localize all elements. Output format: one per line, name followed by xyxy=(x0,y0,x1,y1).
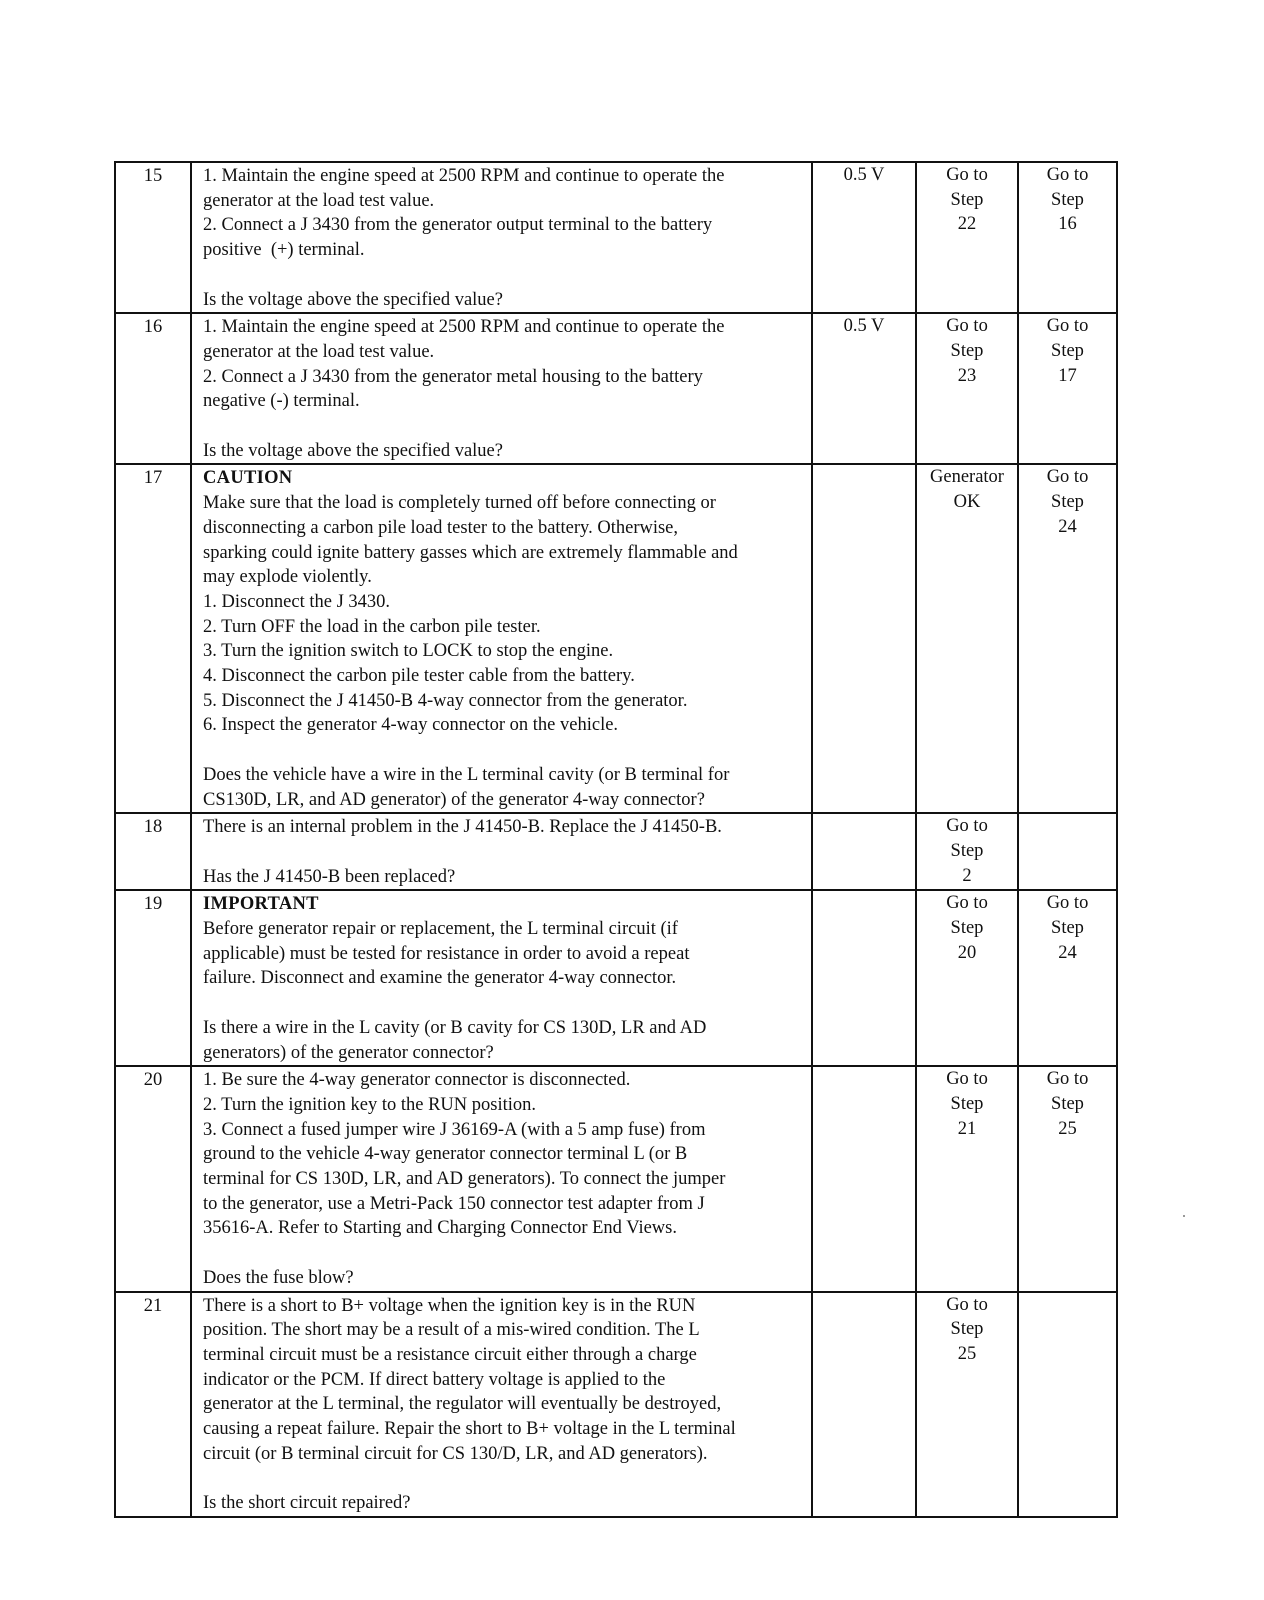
action-line: may explode violently. xyxy=(203,567,372,588)
action-line: Make sure that the load is completely turned off before connecting or xyxy=(203,493,716,514)
yes-action xyxy=(916,890,1018,1066)
action-line: 2. Connect a J 3430 from the generator metal housing to the battery xyxy=(203,366,703,387)
blank-line xyxy=(203,1466,807,1491)
specified-value xyxy=(812,1066,916,1291)
yes-action-line: Generator xyxy=(930,467,1004,488)
specified-value: 0.5 V xyxy=(812,162,916,313)
yes-action xyxy=(916,162,1018,313)
blank-line xyxy=(203,991,807,1016)
no-action xyxy=(1018,813,1117,890)
yes-action xyxy=(916,1066,1018,1291)
action-line: terminal for CS 130D, LR, and AD generators). To connect the jumper xyxy=(203,1169,726,1190)
action-line: to the generator, use a Metri-Pack 150 connector test adapter from J xyxy=(203,1193,705,1214)
action-line: 3. Connect a fused jumper wire J 36169-A (with a 5 amp fuse) from xyxy=(203,1119,706,1140)
action-line: 2. Turn OFF the load in the carbon pile tester. xyxy=(203,616,541,637)
blank-line xyxy=(203,840,807,865)
step-number: 20 xyxy=(115,1066,191,1291)
yes-action-line: Go to xyxy=(946,1069,988,1090)
diagnostic-table xyxy=(114,161,1118,1518)
yes-action-line: 25 xyxy=(957,1343,977,1364)
yes-action-line: Step xyxy=(950,1093,984,1114)
action-line: 2. Connect a J 3430 from the generator output terminal to the battery xyxy=(203,215,713,236)
action-line: Before generator repair or replacement, the L terminal circuit (if xyxy=(203,919,678,940)
action-line: negative (-) terminal. xyxy=(203,391,360,412)
action-line: Is the voltage above the specified value? xyxy=(203,440,503,461)
no-action-line: Go to xyxy=(1046,893,1089,914)
yes-action-line: Step xyxy=(950,340,984,361)
action-line: failure. Disconnect and examine the generator 4-way connector. xyxy=(203,968,677,989)
yes-action-line: 20 xyxy=(957,942,977,963)
yes-action xyxy=(916,813,1018,890)
no-action-line: Step xyxy=(1051,340,1084,361)
step-number: 18 xyxy=(115,813,191,890)
action-line: 1. Disconnect the J 3430. xyxy=(203,591,391,612)
no-action-line: Step xyxy=(1051,918,1084,939)
step-action xyxy=(191,464,812,813)
step-action xyxy=(191,313,812,464)
no-action-line: Step xyxy=(1051,189,1084,210)
action-line: 1. Maintain the engine speed at 2500 RPM and continue to operate the xyxy=(203,166,725,186)
step-action xyxy=(191,162,812,313)
yes-action xyxy=(916,1292,1018,1517)
step-heading: CAUTION xyxy=(203,468,293,489)
no-action-line: Go to xyxy=(1046,467,1089,488)
action-line: causing a repeat failure. Repair the short to B+ voltage in the L terminal xyxy=(203,1419,736,1440)
blank-line xyxy=(203,738,807,763)
action-line: applicable) must be tested for resistance in order to avoid a repeat xyxy=(203,943,690,964)
action-line: disconnecting a carbon pile load tester to the battery. Otherwise, xyxy=(203,517,679,538)
no-action-line: 16 xyxy=(1058,214,1077,235)
blank-line xyxy=(203,1241,807,1266)
action-line: 6. Inspect the generator 4-way connector on the vehicle. xyxy=(203,715,619,736)
blank-line xyxy=(203,414,807,439)
yes-action xyxy=(916,464,1018,813)
action-line: positive (+) terminal. xyxy=(203,240,365,261)
table-row xyxy=(115,813,1117,890)
action-line: 35616-A. Refer to Starting and Charging Connector End Views. xyxy=(203,1218,677,1239)
action-line: 5. Disconnect the J 41450-B 4-way connector from the generator. xyxy=(203,690,688,711)
action-line: 1. Be sure the 4-way generator connector is disconnected. xyxy=(203,1070,631,1091)
no-action-line: 17 xyxy=(1058,365,1077,386)
table-row xyxy=(115,1066,1117,1291)
diagnostic-table-body xyxy=(115,162,1117,1517)
yes-action-line: Go to xyxy=(946,816,988,837)
table-row xyxy=(115,890,1117,1066)
step-action xyxy=(191,1066,812,1291)
action-line: position. The short may be a result of a mis-wired condition. The L xyxy=(203,1320,700,1341)
step-action xyxy=(191,1292,812,1517)
table-row xyxy=(115,464,1117,813)
yes-action-line: 2 xyxy=(962,865,972,886)
step-number: 15 xyxy=(115,162,191,313)
action-line: There is an internal problem in the J 41450-B. Replace the J 41450-B. xyxy=(203,817,722,838)
step-number: 19 xyxy=(115,890,191,1066)
yes-action-line: Go to xyxy=(946,1294,988,1315)
action-line: circuit (or B terminal circuit for CS 130/D, LR, and AD generators). xyxy=(203,1443,708,1464)
action-line: generators) of the generator connector? xyxy=(203,1042,494,1063)
no-action xyxy=(1018,162,1117,313)
table-row xyxy=(115,1292,1117,1517)
no-action-line: Go to xyxy=(1046,316,1089,337)
no-action-line: Step xyxy=(1051,492,1084,513)
specified-value xyxy=(812,813,916,890)
specified-value xyxy=(812,1292,916,1517)
yes-action-line: Step xyxy=(950,1319,984,1340)
step-number: 17 xyxy=(115,464,191,813)
no-action xyxy=(1018,1292,1117,1517)
blank-line xyxy=(203,263,807,288)
scan-speck xyxy=(1183,1215,1185,1217)
action-line: Is the short circuit repaired? xyxy=(203,1493,411,1514)
action-line: 2. Turn the ignition key to the RUN position. xyxy=(203,1094,537,1115)
action-line: 4. Disconnect the carbon pile tester cable from the battery. xyxy=(203,666,635,687)
yes-action-line: Step xyxy=(950,918,984,939)
no-action xyxy=(1018,313,1117,464)
action-line: ground to the vehicle 4-way generator connector terminal L (or B xyxy=(203,1144,688,1165)
action-line: Does the vehicle have a wire in the L terminal cavity (or B terminal for xyxy=(203,764,730,785)
step-action xyxy=(191,813,812,890)
yes-action-line: Go to xyxy=(946,893,988,914)
no-action-line: 24 xyxy=(1058,516,1077,537)
action-line: sparking could ignite battery gasses which are extremely flammable and xyxy=(203,542,738,563)
no-action-line: Step xyxy=(1051,1093,1084,1114)
action-line: There is a short to B+ voltage when the ignition key is in the RUN xyxy=(203,1295,696,1316)
yes-action xyxy=(916,313,1018,464)
no-action-line: Go to xyxy=(1046,1069,1089,1090)
no-action xyxy=(1018,1066,1117,1291)
step-action xyxy=(191,890,812,1066)
step-number: 16 xyxy=(115,313,191,464)
specified-value xyxy=(812,890,916,1066)
action-line: terminal circuit must be a resistance circuit either through a charge xyxy=(203,1344,697,1365)
action-line: Is there a wire in the L cavity (or B cavity for CS 130D, LR and AD xyxy=(203,1017,707,1038)
yes-action-line: 22 xyxy=(957,214,977,235)
action-line: Has the J 41450-B been replaced? xyxy=(203,866,456,887)
yes-action-line: Go to xyxy=(946,165,988,185)
specified-value xyxy=(812,464,916,813)
action-line: 1. Maintain the engine speed at 2500 RPM and continue to operate the xyxy=(203,317,725,338)
no-action-line: 24 xyxy=(1058,942,1077,963)
yes-action-line: Go to xyxy=(946,316,988,337)
action-line: generator at the load test value. xyxy=(203,190,435,211)
yes-action-line: Step xyxy=(950,840,984,861)
action-line: Is the voltage above the specified value? xyxy=(203,289,503,310)
no-action-line: 25 xyxy=(1058,1118,1077,1139)
yes-action-line: 23 xyxy=(957,365,977,386)
specified-value: 0.5 V xyxy=(812,313,916,464)
no-action xyxy=(1018,464,1117,813)
yes-action-line: OK xyxy=(953,492,981,513)
table-row xyxy=(115,313,1117,464)
step-number: 21 xyxy=(115,1292,191,1517)
table-row xyxy=(115,162,1117,313)
step-heading: IMPORTANT xyxy=(203,894,319,915)
action-line: generator at the L terminal, the regulator will eventually be destroyed, xyxy=(203,1394,722,1415)
action-line: 3. Turn the ignition switch to LOCK to stop the engine. xyxy=(203,641,614,662)
no-action xyxy=(1018,890,1117,1066)
action-line: Does the fuse blow? xyxy=(203,1267,354,1288)
action-line: CS130D, LR, and AD generator) of the generator 4-way connector? xyxy=(203,789,705,810)
no-action-line: Go to xyxy=(1046,165,1089,185)
action-line: indicator or the PCM. If direct battery voltage is applied to the xyxy=(203,1369,666,1390)
yes-action-line: 21 xyxy=(957,1118,977,1139)
action-line: generator at the load test value. xyxy=(203,341,435,362)
yes-action-line: Step xyxy=(950,189,984,210)
